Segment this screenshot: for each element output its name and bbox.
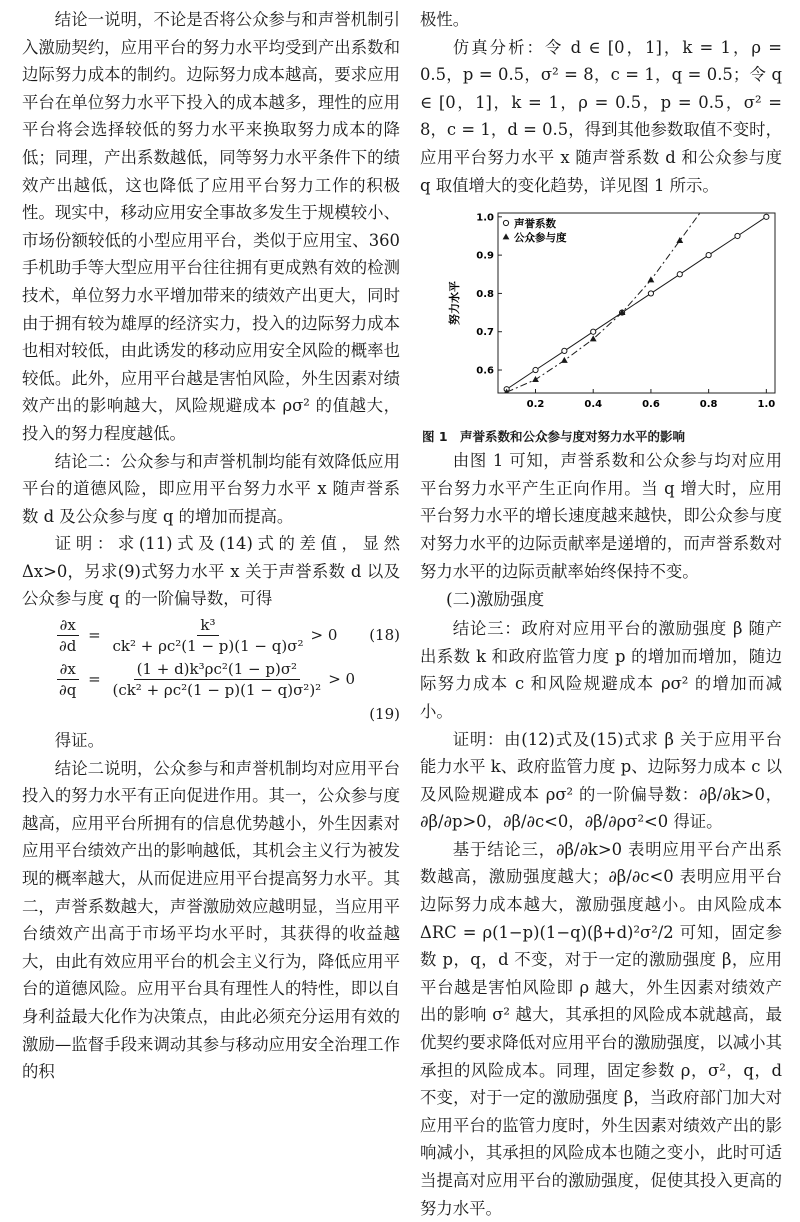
- eq18-rhs-den: ck² + ρc²(1 − p)(1 − q)σ²: [112, 636, 304, 655]
- data-point-triangle: [532, 376, 539, 382]
- eq18-relation: > 0: [310, 626, 338, 645]
- paragraph-proved: 得证。: [54, 731, 104, 751]
- eq18-lhs-num: ∂x: [57, 615, 79, 636]
- legend-label: 公众参与度: [514, 232, 567, 245]
- data-point-triangle: [561, 357, 568, 363]
- eq18-tag: (18): [369, 626, 400, 645]
- eq19-lhs: [56, 659, 79, 700]
- paragraph-conclusion-three: 结论三：政府对应用平台的激励强度 β 随产出系数 k 和政府监管力度 p 的增加而增加，随边际努力成本 c 和风险规避成本 ρσ² 的增加而减小。: [420, 619, 782, 721]
- paragraph-simulation: 仿真分析：令 d ∈ [0，1]，k = 1，ρ = 0.5，p = 0.5，σ² = 8，c = 1，q = 0.5；令 q ∈ [0，1]，k = 1，ρ = 0.5，p = 0.5，σ² = 8，c = 1，d = 0.5，得到其他参数取值不变时，应用平台努力水平 x 随声誉系数 d 和公众参与度 q 取值增大的变化趋势，详见图 1 所示。: [420, 37, 782, 195]
- effort-level-chart: [420, 205, 782, 425]
- data-point-triangle: [648, 277, 655, 283]
- data-point-circle: [706, 253, 711, 258]
- x-tick-label: 0.6: [642, 399, 660, 411]
- paragraph-conclusion-two-explanation: 结论二说明，公众参与和声誉机制均对应用平台投入的努力水平有正向促进作用。其一，公众参与度越高，应用平台所拥有的信息优势越小，外生因素对应用平台绩效产出的影响越低，其机会主义行为被发现的概率越大，从而促进应用平台提高努力水平。其二，声誉系数越大，声誉激励效应越明显，当应用平台绩效产出高于市场平均水平时，其获得的收益越大，由此有效应用平台的机会主义行为，降低应用平台的道德风险。应用平台具有理性人的特性，即以自身利益最大化作为决策点，由此必须充分运用有效的激励—监督手段来调动其参与移动应用安全治理工作的积: [22, 758, 400, 1082]
- data-point-circle: [533, 368, 538, 373]
- eq18-rhs: [109, 615, 306, 656]
- eq19-rhs: [109, 659, 324, 700]
- legend-marker-triangle: [503, 234, 510, 240]
- data-point-circle: [562, 348, 567, 353]
- eq19-lhs-num: ∂x: [57, 659, 79, 680]
- x-tick-label: 0.2: [526, 399, 545, 411]
- right-column: [420, 6, 782, 1222]
- y-tick-label: 1.0: [476, 212, 494, 224]
- paragraph-proof-three: 证明：由(12)式及(15)式求 β 关于应用平台能力水平 k、政府监管力度 p、边际努力成本 c 以及风险规避成本 ρσ² 的一阶偏导数：∂β/∂k>0，∂β/∂p>0，∂β/∂c<0，∂β/∂ρσ²<0 得证。: [420, 729, 782, 832]
- figure-1: [420, 205, 782, 425]
- data-point-circle: [591, 329, 596, 334]
- equation-19: $\frac{\partial x}{\partial q}$ = $\frac{\text{(1 + d)k³ρc²(1 − p)σ²}}{\text{(ck² + ρc²(1 − p)(1 − q)σ²)²}}$ > 0: [52, 657, 400, 701]
- left-column: [22, 6, 400, 1086]
- y-axis-label: 努力水平: [448, 281, 461, 326]
- section-heading-incentive-intensity: (二)激励强度: [446, 590, 545, 611]
- data-point-circle: [648, 291, 653, 296]
- x-tick-label: 0.4: [584, 399, 603, 411]
- legend-marker-circle: [503, 221, 508, 226]
- paragraph-conclusion-one-explanation: 结论一说明，不论是否将公众参与和声誉机制引入激励契约，应用平台的努力水平均受到产出系数和边际努力成本的制约。边际努力成本越高，要求应用平台在单位努力水平下投入的成本越多，理性的应用平台将会选择较低的努力水平来换取努力成本的降低；同理，产出系数越低，同等努力水平条件下的绩效产出越低，这也降低了应用平台努力工作的积极性。现实中，移动应用安全事故多发生于规模较小、市场份额较低的小型应用平台，类似于应用宝、360 手机助手等大型应用平台往往拥有更成熟有效的检测技术，单位努力水平增加带来的绩效产出更大，同时由于拥有较为雄厚的经济实力，投入的边际努力成本也相对较低，由此诱发的移动应用安全风险的概率也较低。此外，应用平台越是害怕风险，外生因素对绩效产出的影响越大，风险规避成本 ρσ² 的值越大，投入的努力程度越低。: [22, 10, 400, 443]
- y-tick-label: 0.9: [476, 250, 494, 262]
- eq18-lhs-den: ∂d: [59, 636, 77, 655]
- eq19-tag: (19): [369, 705, 400, 724]
- eq18-lhs: [56, 615, 79, 656]
- equation-18: $\frac{\partial x}{\partial d}$ = $\frac{\text{k³}}{\text{ck² + ρc²(1 − p)(1 − q)σ²}}$ > 0 (18): [52, 613, 400, 657]
- paragraph-proof-two: 证明：求(11)式及(14)式的差值，显然 Δx>0，另求(9)式努力水平 x 关于声誉系数 d 以及公众参与度 q 的一阶偏导数，可得: [22, 534, 400, 609]
- paragraph-conclusion-two: 结论二：公众参与和声誉机制均能有效降低应用平台的道德风险，即应用平台努力水平 x 随声誉系数 d 及公众参与度 q 的增加而提高。: [22, 451, 400, 526]
- eq18-rhs-num: k³: [197, 615, 218, 636]
- y-tick-label: 0.6: [476, 365, 494, 377]
- paragraph-figure-analysis: 由图 1 可知，声誉系数和公众参与均对应用平台努力水平产生正向作用。当 q 增大时，应用平台努力水平的增长速度越来越快，即公众参与度对努力水平的边际贡献率是递增的，而声誉系数对努力水平的边际贡献率始终保持不变。: [420, 451, 782, 581]
- y-tick-label: 0.7: [476, 327, 494, 339]
- y-tick-label: 0.8: [476, 289, 494, 301]
- x-tick-label: 0.8: [699, 399, 718, 411]
- paragraph-conclusion-three-explanation: 基于结论三，∂β/∂k>0 表明应用平台产出系数越高，激励强度越大；∂β/∂c<0 表明应用平台边际努力成本越大，激励强度越小。由风险成本 ΔRC = ρ(1−p)(1−q)(β+d)²σ²/2 可知，固定参数 p，q，d 不变，对于一定的激励强度 β，应用平台越是害怕风险即 ρ 越大，外生因素对绩效产出的影响 σ² 越大，其承担的风险成本就越高，最优契约要求降低对应用平台的激励强度，以减小其承担的风险成本。同理，固定参数 ρ，σ²，q，d 不变，对于一定的激励强度 β，当政府部门加大对应用平台的监管力度时，外生因素对绩效产出的影响减小，其承担的风险成本也随之变小，此时可适当提高对应用平台的激励强度，促使其投入更高的努力水平。: [420, 839, 782, 1218]
- x-tick-label: 1.0: [757, 399, 776, 411]
- eq19-relation: > 0: [328, 670, 356, 689]
- paragraph-continuation: 极性。: [420, 10, 470, 29]
- data-point-circle: [677, 272, 682, 277]
- data-point-triangle: [676, 237, 683, 243]
- eq19-rhs-num: (1 + d)k³ρc²(1 − p)σ²: [134, 659, 301, 680]
- eq19-rhs-den: (ck² + ρc²(1 − p)(1 − q)σ²)²: [112, 680, 322, 699]
- data-point-circle: [735, 234, 740, 239]
- eq19-lhs-den: ∂q: [59, 680, 77, 699]
- figure-caption: 图 1 声誉系数和公众参与度对努力水平的影响: [422, 429, 686, 445]
- legend-label: 声誉系数: [514, 218, 556, 231]
- data-point-circle: [764, 214, 769, 219]
